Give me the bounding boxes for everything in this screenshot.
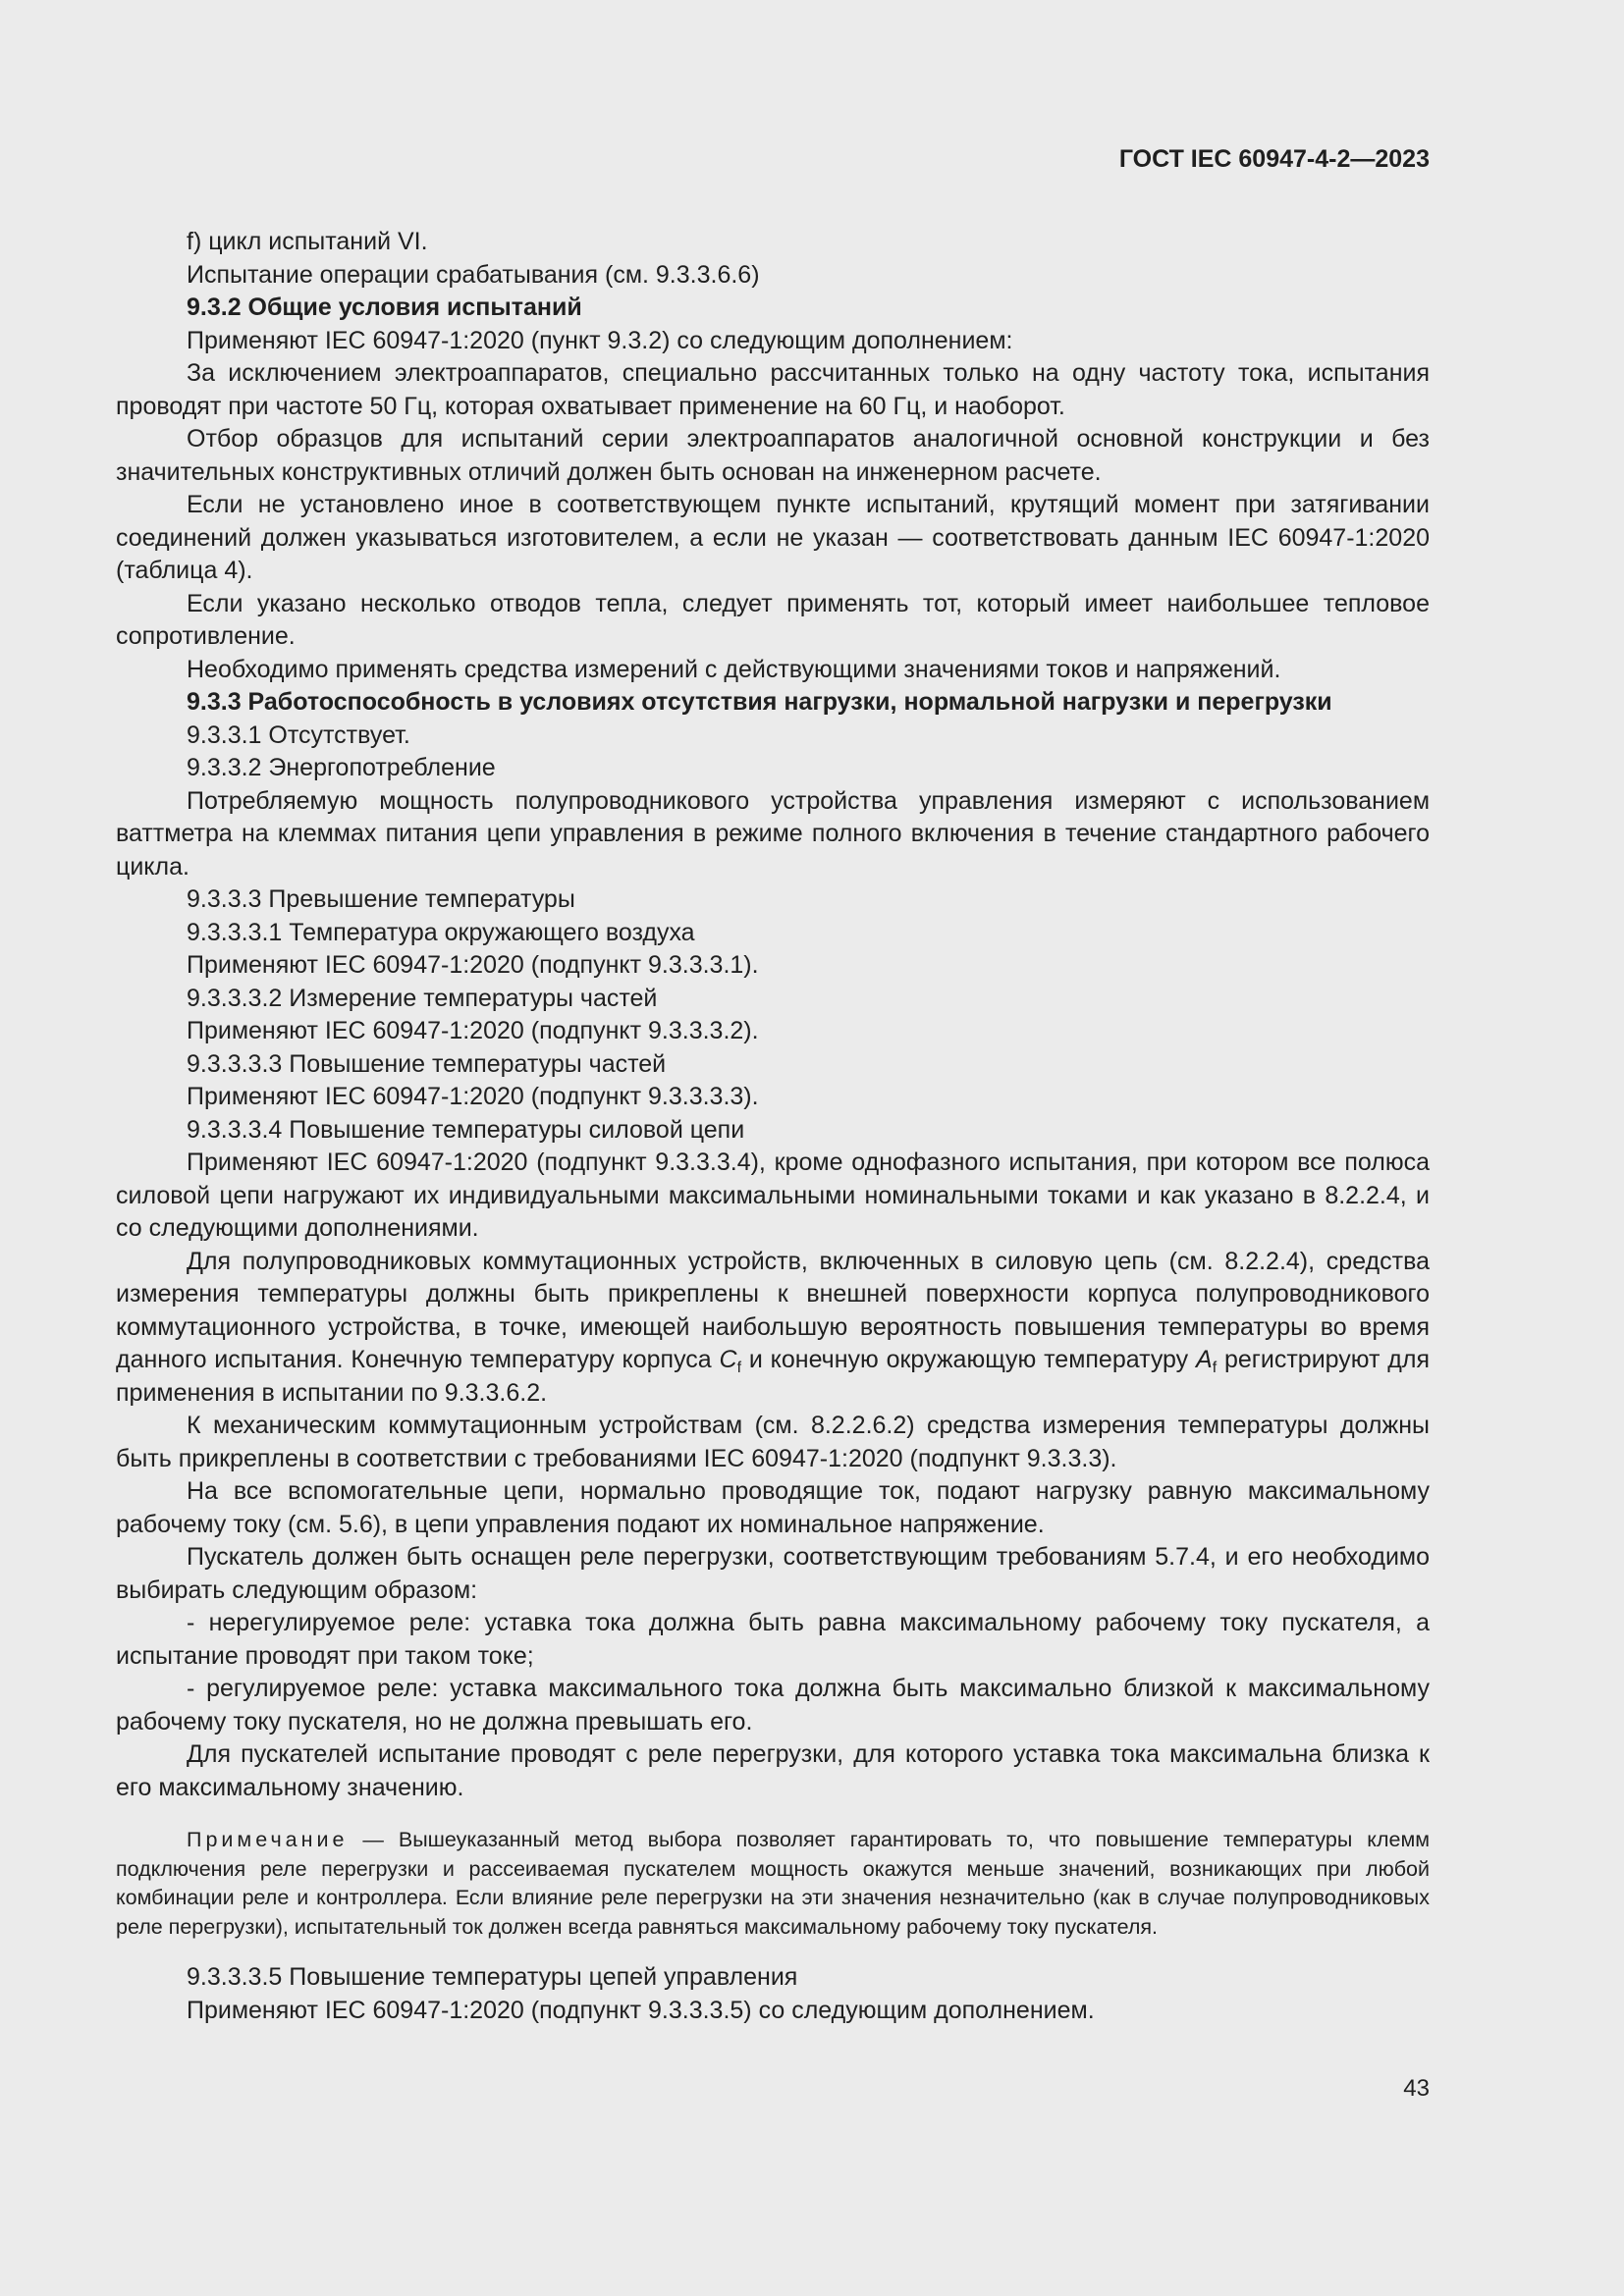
paragraph: Применяют IEC 60947-1:2020 (подпункт 9.3.3.3.4), кроме однофазного испытания, при котором все полюса силовой цепи нагружают их индивидуальными максимальными номинальными токами и как указано в 8.2.2.4, и со следующими дополнениями. bbox=[116, 1148, 1430, 1242]
paragraph: Применяют IEC 60947-1:2020 (подпункт 9.3.3.3.3). bbox=[187, 1083, 759, 1110]
paragraph: Потребляемую мощность полупроводникового устройства управления измеряют с использованием ваттметра на клеммах питания цепи управления в режиме полного включения в течение стандартного рабочего цикла. bbox=[116, 786, 1430, 881]
paragraph: К механическим коммутационным устройствам (см. 8.2.2.6.2) средства измерения температуры должны быть прикреплены в соответствии с требованиями IEC 60947-1:2020 (подпункт 9.3.3.3). bbox=[116, 1412, 1430, 1472]
list-item: - регулируемое реле: уставка максимального тока должна быть максимально близкой к максимальному рабочему току пускателя, но не должна превышать его. bbox=[116, 1675, 1430, 1735]
paragraph: Испытание операции срабатывания (см. 9.3.3.6.6) bbox=[187, 260, 760, 289]
subsection-heading: 9.3.3.3.3 Повышение температуры частей bbox=[187, 1049, 667, 1078]
paragraph: Если не установлено иное в соответствующем пункте испытаний, крутящий момент при затягивании соединений должен указываться изготовителем, а если не указан — соответствовать данным IEC 60947-1:2020 (таблица 4). bbox=[116, 491, 1430, 584]
document-body bbox=[116, 226, 1430, 2027]
paragraph: Применяют IEC 60947-1:2020 (подпункт 9.3.3.3.5) со следующим дополнением. bbox=[187, 1996, 1095, 2024]
section-heading: 9.3.3 Работоспособность в условиях отсутствия нагрузки, нормальной нагрузки и перегрузки bbox=[187, 688, 1332, 716]
document-header: ГОСТ IEC 60947-4-2—2023 bbox=[1118, 145, 1430, 173]
list-item: - нерегулируемое реле: уставка тока должна быть равна максимальному рабочему току пускателя, а испытание проводят при таком токе; bbox=[116, 1609, 1430, 1670]
symbol-ambient-temp: A bbox=[1196, 1346, 1213, 1373]
paragraph: Пускатель должен быть оснащен реле перегрузки, соответствующим требованиям 5.7.4, и его необходимо выбирать следующим образом: bbox=[116, 1543, 1430, 1604]
paragraph: f) цикл испытаний VI. bbox=[187, 228, 428, 255]
subsection-heading: 9.3.3.3.5 Повышение температуры цепей управления bbox=[187, 1963, 798, 1991]
paragraph: Применяют IEC 60947-1:2020 (пункт 9.3.2) со следующим дополнением: bbox=[187, 326, 1013, 354]
section-heading: 9.3.2 Общие условия испытаний bbox=[187, 294, 582, 321]
subsection-heading: 9.3.3.3 Превышение температуры bbox=[187, 885, 575, 913]
page-number: 43 bbox=[1403, 2075, 1430, 2102]
paragraph: Для пускателей испытание проводят с реле перегрузки, для которого уставка тока максимальна близка к его максимальному значению. bbox=[116, 1740, 1430, 1801]
note-label: Примечание bbox=[187, 1828, 349, 1851]
subsection-heading: 9.3.3.3.1 Температура окружающего воздуха bbox=[187, 918, 695, 946]
paragraph: Отбор образцов для испытаний серии электроаппаратов аналогичной основной конструкции и без значительных конструктивных отличий должен быть основан на инженерном расчете. bbox=[116, 425, 1430, 486]
paragraph: Необходимо применять средства измерений с действующими значениями токов и напряжений. bbox=[187, 655, 1281, 683]
subsection-heading: 9.3.3.3.4 Повышение температуры силовой цепи bbox=[187, 1115, 745, 1144]
paragraph: Применяют IEC 60947-1:2020 (подпункт 9.3.3.3.1). bbox=[187, 951, 759, 979]
paragraph: Если указано несколько отводов тепла, следует применять тот, который имеет наибольшее тепловое сопротивление. bbox=[116, 589, 1430, 650]
subsection-heading: 9.3.3.2 Энергопотребление bbox=[187, 754, 496, 781]
paragraph: Применяют IEC 60947-1:2020 (подпункт 9.3.3.3.2). bbox=[187, 1017, 759, 1044]
symbol-case-temp: C bbox=[719, 1346, 737, 1373]
paragraph: 9.3.3.1 Отсутствует. bbox=[187, 721, 410, 749]
note: Примечание — Вышеуказанный метод выбора позволяет гарантировать то, что повышение температуры клемм подключения реле перегрузки и рассеиваемая пускателем мощность окажутся меньше значений, возникающих при любой комбинации реле и контроллера. Если влияние реле перегрузки на эти значения незначительно (как в случае полупроводниковых реле перегрузки), испытательный ток должен всегда равняться максимальному рабочему току пускателя. bbox=[116, 1828, 1431, 1939]
subsection-heading: 9.3.3.3.2 Измерение температуры частей bbox=[187, 984, 658, 1012]
paragraph: Для полупроводниковых коммутационных устройств, включенных в силовую цепь (см. 8.2.2.4), средства измерения температуры должны быть прикреплены к внешней поверхности корпуса полупроводникового коммутационного устройства, в точке, имеющей наибольшую вероятность повышения температуры во время данного испытания. Конечную температуру корпуса $C_f$ и конечную окружающую температуру $A_f$ регистрируют для применения в испытании по 9.3.3.6.2. bbox=[116, 1247, 1430, 1407]
paragraph: На все вспомогательные цепи, нормально проводящие ток, подают нагрузку равную максимальному рабочему току (см. 5.6), в цепи управления подают их номинальное напряжение. bbox=[116, 1477, 1430, 1538]
paragraph: За исключением электроаппаратов, специально рассчитанных только на одну частоту тока, испытания проводят при частоте 50 Гц, которая охватывает применение на 60 Гц, и наоборот. bbox=[116, 359, 1430, 420]
